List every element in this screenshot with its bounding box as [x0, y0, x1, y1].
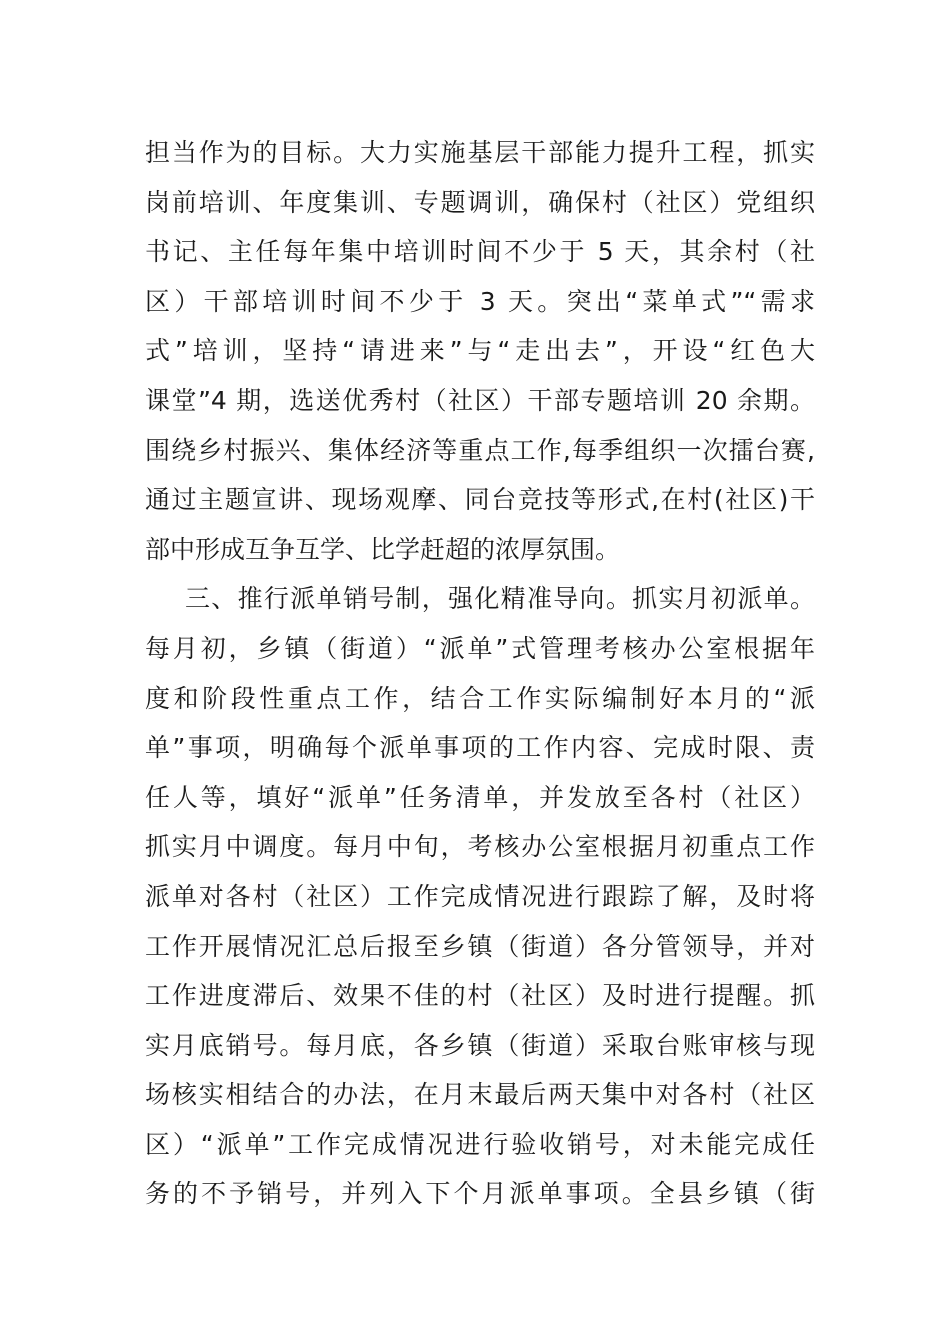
text-line: 岗前培训、年度集训、专题调训，确保村（社区）党组织	[145, 187, 815, 217]
text-line: 每月初，乡镇（街道）“派单”式管理考核办公室根据年	[145, 633, 815, 663]
text-line: 工作开展情况汇总后报至乡镇（街道）各分管领导，并对	[145, 931, 815, 961]
body-text	[145, 128, 815, 1219]
text-line: 通过主题宣讲、现场观摩、同台竞技等形式,在村(社区)干	[145, 485, 815, 515]
text-line: 度和阶段性重点工作，结合工作实际编制好本月的“派	[145, 683, 815, 713]
text-line: 派单对各村（社区）工作完成情况进行跟踪了解，及时将	[145, 881, 815, 911]
text-line: 课堂”4 期，选送优秀村（社区）干部专题培训 20 余期。	[145, 385, 815, 415]
text-line: 工作进度滞后、效果不佳的村（社区）及时进行提醒。抓	[145, 981, 815, 1011]
text-line: 实月底销号。每月底，各乡镇（街道）采取台账审核与现	[145, 1030, 815, 1060]
text-line: 区）干部培训时间不少于 3 天。突出“菜单式”“需求	[145, 286, 815, 316]
text-line: 围绕乡村振兴、集体经济等重点工作,每季组织一次擂台赛,	[145, 435, 815, 465]
text-line: 务的不予销号，并列入下个月派单事项。全县乡镇（街	[145, 1179, 815, 1209]
text-line: 书记、主任每年集中培训时间不少于 5 天，其余村（社	[145, 237, 815, 267]
text-line: 担当作为的目标。大力实施基层干部能力提升工程，抓实	[145, 138, 815, 167]
text-line: 场核实相结合的办法，在月末最后两天集中对各村（社区	[145, 1080, 815, 1110]
section-heading-line: 三、推行派单销号制，强化精准导向。抓实月初派单。	[185, 584, 815, 614]
text-line: 抓实月中调度。每月中旬，考核办公室根据月初重点工作	[145, 832, 815, 862]
text-line: 任人等，填好“派单”任务清单，并发放至各村（社区）	[145, 782, 815, 812]
text-line: 单”事项，明确每个派单事项的工作内容、完成时限、责	[145, 733, 815, 763]
paragraph-end-line: 部中形成互争互学、比学赶超的浓厚氛围。	[145, 534, 621, 564]
text-line: 区）“派单”工作完成情况进行验收销号，对未能完成任	[145, 1129, 815, 1159]
text-line: 式”培训，坚持“请进来”与“走出去”，开设“红色大	[145, 336, 815, 366]
